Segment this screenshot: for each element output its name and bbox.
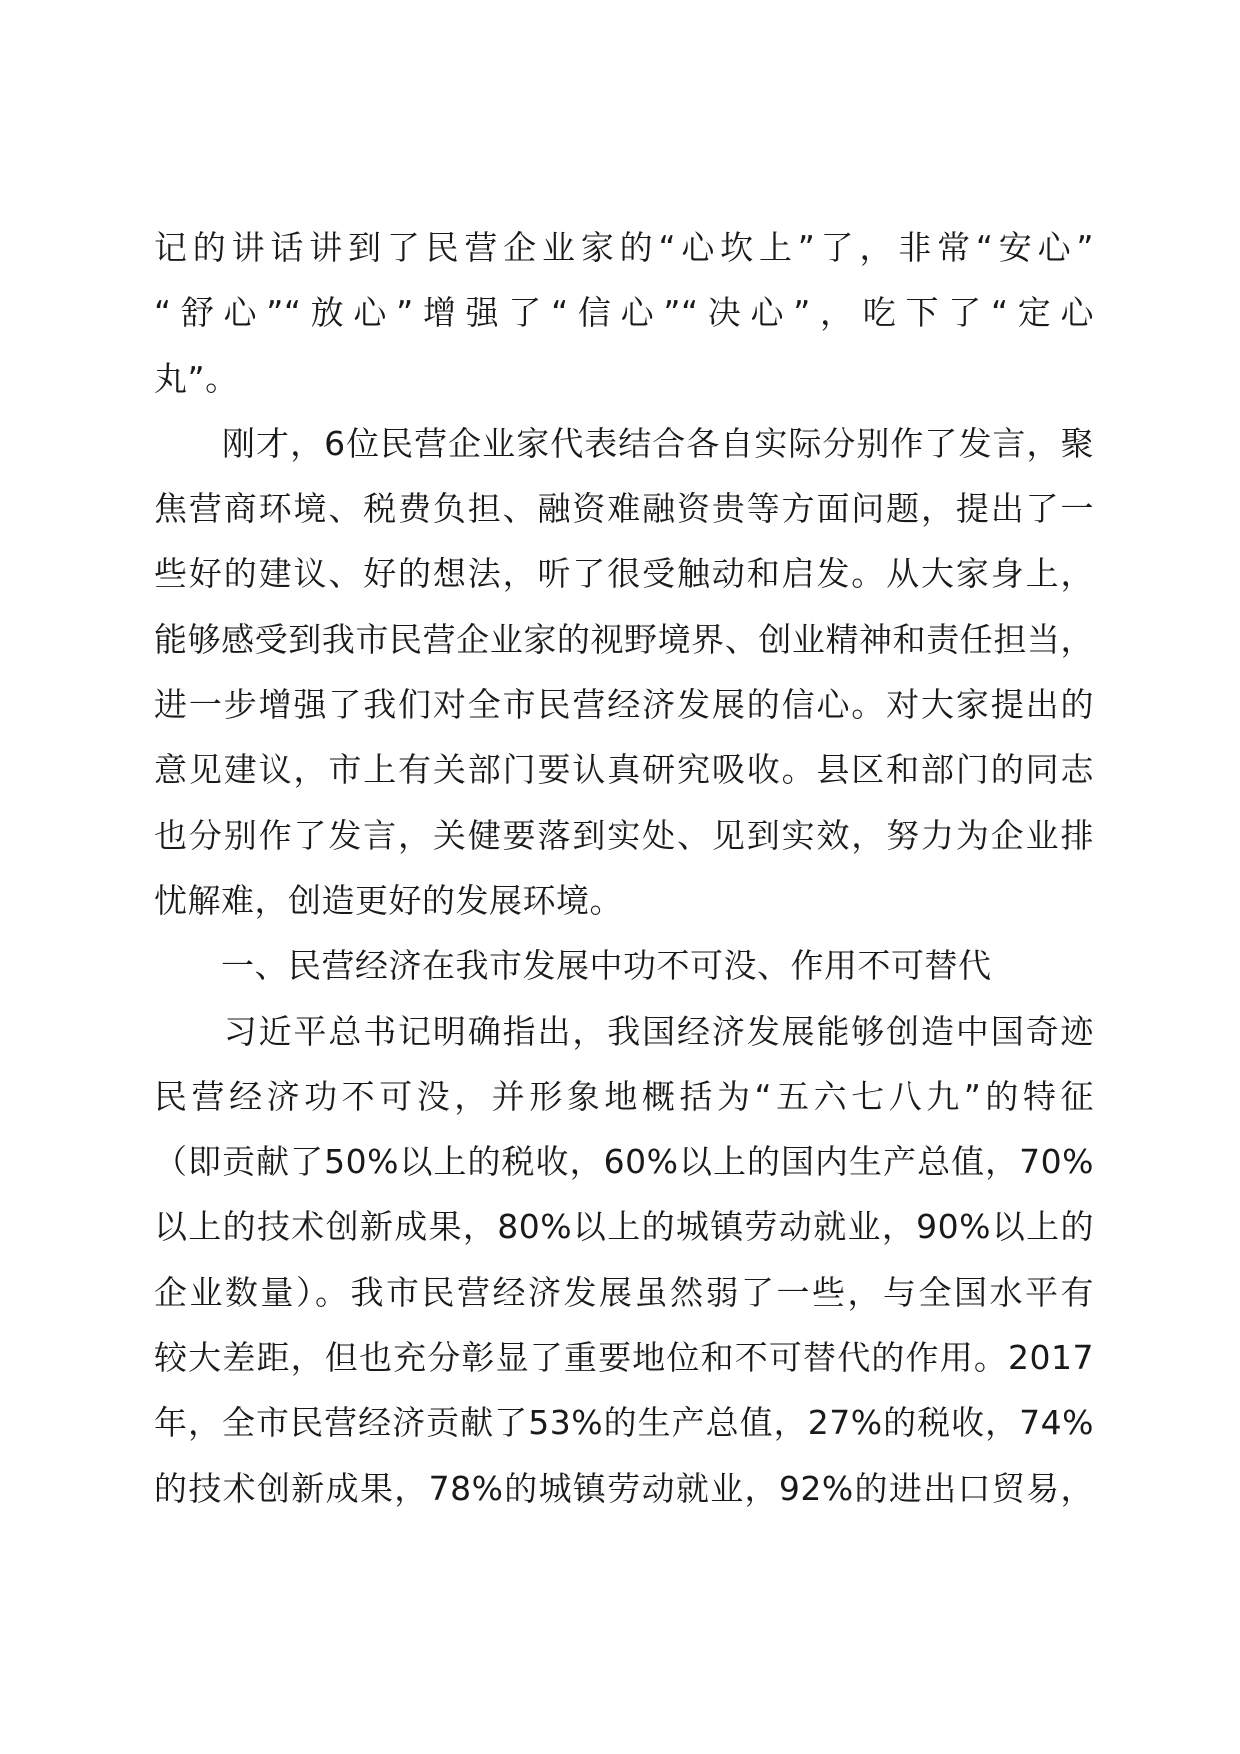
body-text <box>154 215 1094 1521</box>
text-line: （即贡献了50%以上的税收，60%以上的国内生产总值，70% <box>154 1142 1094 1182</box>
text-line: 企业数量）。我市民营经济发展虽然弱了一些，与全国水平有 <box>154 1272 1094 1312</box>
text-line: 民营经济功不可没，并形象地概括为“五六七八九”的特征 <box>154 1076 1094 1116</box>
text-line: 进一步增强了我们对全市民营经济发展的信心。对大家提出的 <box>154 685 1094 725</box>
text-line: 意见建议，市上有关部门要认真研究吸收。县区和部门的同志 <box>154 750 1094 790</box>
text-line: 也分别作了发言，关健要落到实处、见到实效，努力为企业排 <box>154 815 1094 855</box>
text-line: “舒心”“放心”增强了“信心”“决心”，吃下了“定心 <box>154 293 1094 333</box>
text-line: 年，全市民营经济贡献了53%的生产总值，27%的税收，74% <box>154 1403 1094 1443</box>
text-line: 丸”。 <box>154 358 239 398</box>
section-heading: 一、民营经济在我市发展中功不可没、作用不可替代 <box>154 946 992 986</box>
text-line: 刚才，6位民营企业家代表结合各自实际分别作了发言，聚 <box>154 423 1094 463</box>
text-line: 能够感受到我市民营企业家的视野境界、创业精神和责任担当， <box>154 619 1094 659</box>
text-line: 较大差距，但也充分彰显了重要地位和不可替代的作用。2017 <box>154 1338 1094 1378</box>
text-line: 记的讲话讲到了民营企业家的“心坎上”了，非常“安心” <box>154 228 1094 267</box>
text-line: 习近平总书记明确指出，我国经济发展能够创造中国奇迹 <box>154 1011 1094 1051</box>
text-line: 以上的技术创新成果，80%以上的城镇劳动就业，90%以上的 <box>154 1207 1094 1247</box>
text-line: 忧解难，创造更好的发展环境。 <box>154 880 623 920</box>
text-line: 的技术创新成果，78%的城镇劳动就业，92%的进出口贸易， <box>154 1468 1094 1508</box>
text-line: 焦营商环境、税费负担、融资难融资贵等方面问题，提出了一 <box>154 489 1094 529</box>
text-line: 些好的建议、好的想法，听了很受触动和启发。从大家身上， <box>154 554 1094 594</box>
